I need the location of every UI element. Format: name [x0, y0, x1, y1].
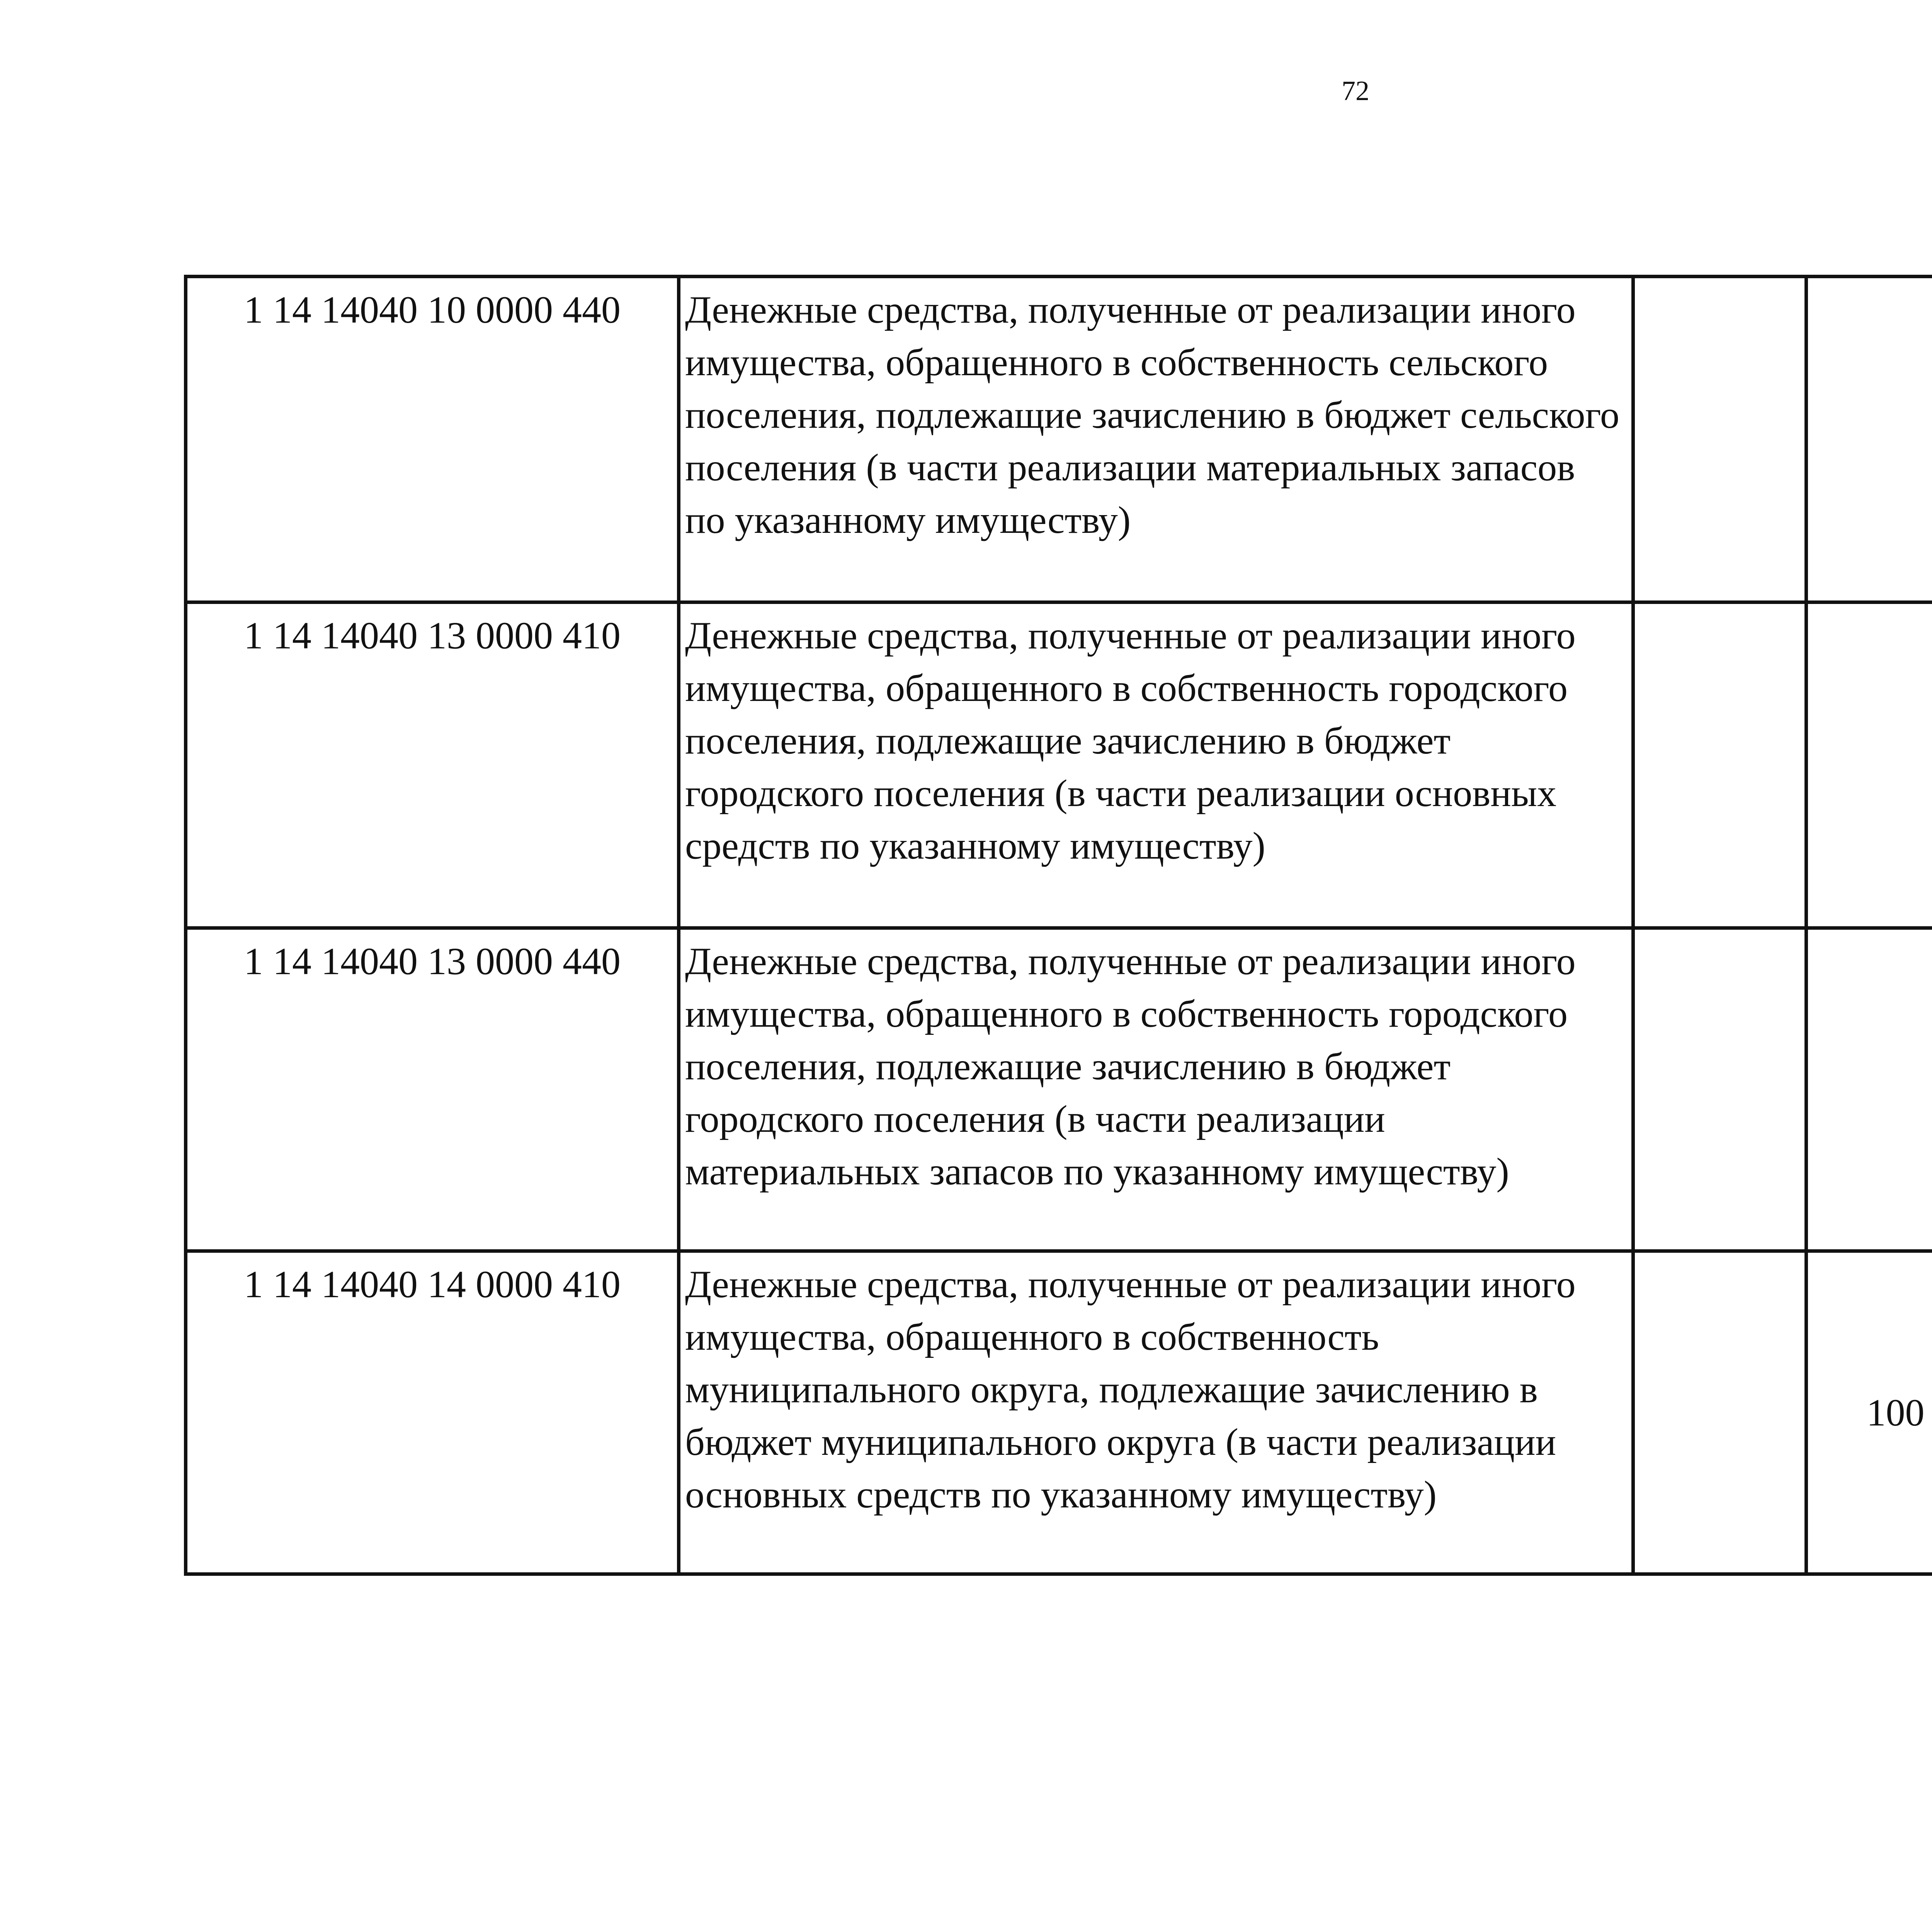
table-row [186, 602, 1932, 928]
revenue-code-cell: 1 14 14040 14 0000 410 [186, 1251, 679, 1574]
table-row [186, 277, 1932, 602]
table-row [186, 928, 1932, 1251]
revenue-description-cell: Денежные средства, полученные от реализации иного имущества, обращенного в собственность городского поселения, подлежащие зачислению в бюджет городского поселения (в части реализации основных средств по указанному имуществу) [679, 602, 1633, 928]
percent-cell [1806, 277, 1932, 602]
page-number: 72 [1342, 75, 1369, 106]
percent-cell [1633, 602, 1806, 928]
revenue-description-cell: Денежные средства, полученные от реализации иного имущества, обращенного в собственность муниципального округа, подлежащие зачислению в бюджет муниципального округа (в части реализации основных средств по указанному имуществу) [679, 1251, 1633, 1574]
revenue-description-cell: Денежные средства, полученные от реализации иного имущества, обращенного в собственность городского поселения, подлежащие зачислению в бюджет городского поселения (в части реализации материальных запасов по указанному имуществу) [679, 928, 1633, 1251]
percent-cell [1806, 928, 1932, 1251]
percent-cell [1806, 602, 1932, 928]
percent-cell [1633, 928, 1806, 1251]
table-row [186, 1251, 1932, 1574]
percent-cell [1633, 277, 1806, 602]
revenue-code-cell: 1 14 14040 10 0000 440 [186, 277, 679, 602]
percent-cell [1633, 1251, 1806, 1574]
revenue-code-cell: 1 14 14040 13 0000 410 [186, 602, 679, 928]
percent-cell: 100 [1806, 1251, 1932, 1574]
revenue-description-cell: Денежные средства, полученные от реализации иного имущества, обращенного в собственность сельского поселения, подлежащие зачислению в бюджет сельского поселения (в части реализации материальных запасов по указанному имуществу) [679, 277, 1633, 602]
revenue-distribution-table [184, 275, 1932, 1576]
revenue-code-cell: 1 14 14040 13 0000 440 [186, 928, 679, 1251]
